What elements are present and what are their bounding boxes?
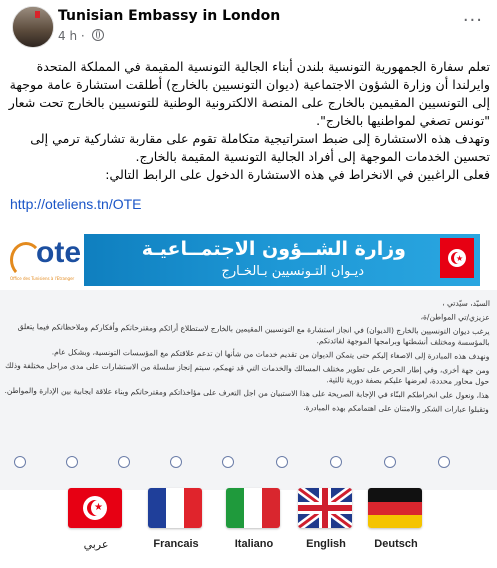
radio-option[interactable] bbox=[438, 456, 450, 468]
radio-option[interactable] bbox=[222, 456, 234, 468]
post-image[interactable] bbox=[0, 220, 497, 568]
letter-line: ومن جهة أخرى، وفي إطار الحرص على تطوير مختلف المسالك والخدمات التي قد تهمكم، سيتم إنجاز سلسلة من الاستشارات على مدى مراحل مختلفة وذلك حول محاور محددة، لعرضها عليكم بصفة دورية ثالثية. bbox=[5, 360, 490, 386]
germany-flag-icon bbox=[368, 488, 422, 528]
language-french[interactable] bbox=[146, 488, 208, 564]
language-arabic[interactable] bbox=[66, 488, 128, 564]
radio-option[interactable] bbox=[276, 456, 288, 468]
letter-line: وتقبلوا عبارات الشكر والامتنان على اهتمامكم بهذه المبادرة. bbox=[303, 403, 489, 414]
letter-line: ونهدف هذه المبادرة إلى الاصغاء إليكم حتى يتمكن الديوان من تقديم خدمات من شأنها ان تدعم علاقتكم مع المؤسسات التونسية، وبشكل عام. bbox=[51, 347, 490, 361]
post-time[interactable]: 4 h bbox=[58, 29, 78, 43]
post-paragraph: وتهدف هذه الاستشارة إلى ضبط استراتيجية متكاملة تقوم على مقاربة تشاركية ترمي إلى تحسين الخدمات الموجهة إلى أفراد الجالية التونسية المقيمة بالخارج. bbox=[30, 131, 490, 164]
tunisia-flag-icon: ★ bbox=[68, 488, 122, 528]
tunisia-flag-icon: ★ bbox=[440, 238, 474, 278]
post-meta bbox=[58, 29, 104, 43]
radio-option[interactable] bbox=[330, 456, 342, 468]
survey-letter bbox=[0, 293, 490, 418]
meta-separator: · bbox=[80, 29, 85, 43]
post-link[interactable]: http://oteliens.tn/OTE bbox=[10, 196, 142, 212]
rating-radios bbox=[14, 456, 484, 470]
page-name[interactable]: Tunisian Embassy in London bbox=[58, 8, 281, 24]
post-text bbox=[8, 58, 490, 184]
letter-line: يرغب ديوان التونسيين بالخارج (الديوان) في انجاز استشارة مع التونسيين المقيمين بالخارج لاستطلاع أرائكم ومقترحاتكم وأفكاركم وملاحظاتكم فيما يتعلق بالمؤسسة ومختلف أنشطتها وبرامجها الموجهة لفائدتكم. bbox=[17, 322, 490, 347]
radio-option[interactable] bbox=[384, 456, 396, 468]
more-options-icon[interactable]: ··· bbox=[462, 10, 483, 31]
banner-band bbox=[84, 234, 480, 286]
letter-line: عزيزي/تي المواطن/ة، bbox=[420, 312, 490, 322]
language-label: Italiano bbox=[234, 538, 274, 550]
language-selector bbox=[0, 488, 497, 568]
ministry-title: وزارة الشــؤون الاجتمــاعيـة bbox=[141, 238, 406, 260]
language-label: Deutsch bbox=[374, 538, 418, 550]
france-flag-icon bbox=[148, 488, 202, 528]
language-italian[interactable] bbox=[224, 488, 286, 564]
ote-logo: ote Office des Tunisiens à l'Etranger bbox=[10, 236, 81, 281]
language-label: عربي bbox=[83, 538, 109, 551]
page-avatar[interactable] bbox=[12, 6, 54, 48]
letter-line: السيّد، سيّدتي ، bbox=[442, 298, 490, 308]
language-german[interactable] bbox=[366, 488, 428, 564]
post-header bbox=[0, 0, 497, 52]
survey-banner bbox=[0, 234, 497, 286]
globe-icon bbox=[92, 29, 104, 41]
office-title: ديـوان التـونسيين بـالخـارج bbox=[221, 264, 364, 279]
letter-line: هذا، ونعول على انخراطكم البنّاء في الإجابة الصريحة على هذا الاستبيان من اجل التعرف على مؤاخذاتكم ومقترحاتكم وبناء علاقة ايجابية بين الإدارة والمواطن. bbox=[4, 385, 490, 400]
radio-option[interactable] bbox=[118, 456, 130, 468]
radio-option[interactable] bbox=[66, 456, 78, 468]
uk-flag-icon bbox=[298, 488, 352, 528]
radio-option[interactable] bbox=[170, 456, 182, 468]
language-english[interactable] bbox=[296, 488, 358, 564]
post-paragraph: تعلم سفارة الجمهورية التونسية بلندن أبناء الجالية التونسية المقيمة في المملكة المتحدة وايرلندا أن وزارة الشؤون الاجتماعية (ديوان التونسيين بالخارج) أطلقت استشارة عامة موجهة إلى التونسيين المقيمين بالخارج على المنصة الالكترونية الوطنية للتونسيين بالخارج تحت شعار "تونس تصغي لمواطنيها بالخارج". bbox=[8, 59, 490, 128]
post-paragraph: فعلى الراغبين في الانخراط في هذه الاستشارة الدخول على الرابط التالي: bbox=[105, 167, 490, 182]
language-label: Francais bbox=[153, 538, 199, 550]
italy-flag-icon bbox=[226, 488, 280, 528]
radio-option[interactable] bbox=[14, 456, 26, 468]
language-label: English bbox=[306, 538, 346, 550]
